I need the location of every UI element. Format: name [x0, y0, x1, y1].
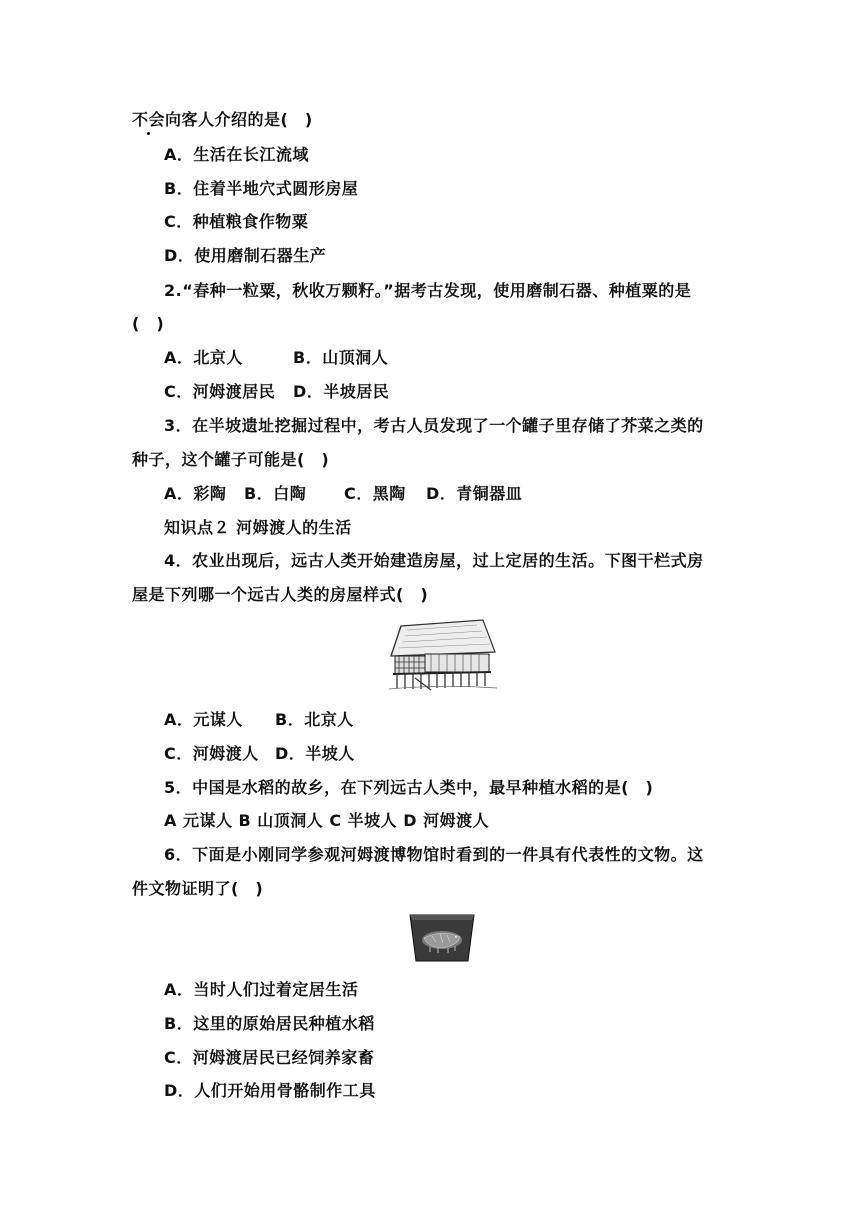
q2-stem-line1: 2.“春种一粒粟，秋收万颗籽。”据考古发现，使用磨制石器、种植粟的是	[164, 281, 692, 300]
q1-option-c: C．种植粮食作物粟	[164, 212, 309, 231]
q6-option-d: D．人们开始用骨骼制作工具	[164, 1081, 376, 1100]
q6-stem-line2: 件文物证明了( )	[132, 879, 264, 898]
q5-stem: 5．中国是水稻的故乡，在下列远古人类中，最早种植水稻的是( )	[164, 778, 654, 797]
q4-option-c: C．河姆渡人	[164, 744, 259, 763]
q2-option-c: C．河姆渡居民	[164, 382, 276, 401]
q4-stem-line1: 4．农业出现后，远古人类开始建造房屋，过上定居的生活。下图干栏式房	[164, 551, 704, 570]
section-title: 知识点２ 河姆渡人的生活	[164, 518, 352, 537]
q2-option-a: A．北京人	[164, 348, 243, 367]
q1-emphasis: 不会	[132, 110, 166, 129]
pottery-image	[408, 909, 476, 965]
q3-option-d: D．青铜器皿	[426, 484, 523, 503]
q2-option-d: D．半坡居民	[293, 382, 390, 401]
q3-option-b: B．白陶	[244, 484, 307, 503]
stilt-house-image	[387, 618, 499, 692]
q3-stem-line1: 3．在半坡遗址挖掘过程中，考古人员发现了一个罐子里存储了芥菜之类的	[164, 416, 704, 435]
q6-option-c: C．河姆渡居民已经饲养家畜	[164, 1048, 375, 1067]
q6-option-b: B．这里的原始居民种植水稻	[164, 1014, 375, 1033]
q5-options: A 元谋人 B 山顶洞人 C 半坡人 D 河姆渡人	[164, 811, 490, 830]
q1-option-b: B．住着半地穴式圆形房屋	[164, 179, 359, 198]
q2-stem-line2: ( )	[132, 314, 165, 333]
q1-stem-rest: 向客人介绍的是( )	[165, 110, 313, 129]
q3-stem-line2: 种子，这个罐子可能是( )	[132, 450, 330, 469]
pig-pottery-icon	[408, 909, 476, 965]
q4-stem-line2: 屋是下列哪一个远古人类的房屋样式( )	[132, 585, 429, 604]
q1-option-a: A．生活在长江流域	[164, 145, 309, 164]
q4-option-a: A．元谋人	[164, 710, 243, 729]
q2-option-b: B．山顶洞人	[293, 348, 389, 367]
q4-option-d: D．半坡人	[275, 744, 355, 763]
q6-option-a: A．当时人们过着定居生活	[164, 980, 359, 999]
q1-stem	[132, 110, 313, 130]
q1-option-d: D．使用磨制石器生产	[164, 246, 327, 265]
q3-option-c: C．黑陶	[344, 484, 406, 503]
q6-stem-line1: 6．下面是小刚同学参观河姆渡博物馆时看到的一件具有代表性的文物。这	[164, 845, 704, 864]
stilt-house-icon	[387, 618, 499, 692]
q3-option-a: A．彩陶	[164, 484, 227, 503]
q4-option-b: B．北京人	[275, 710, 354, 729]
